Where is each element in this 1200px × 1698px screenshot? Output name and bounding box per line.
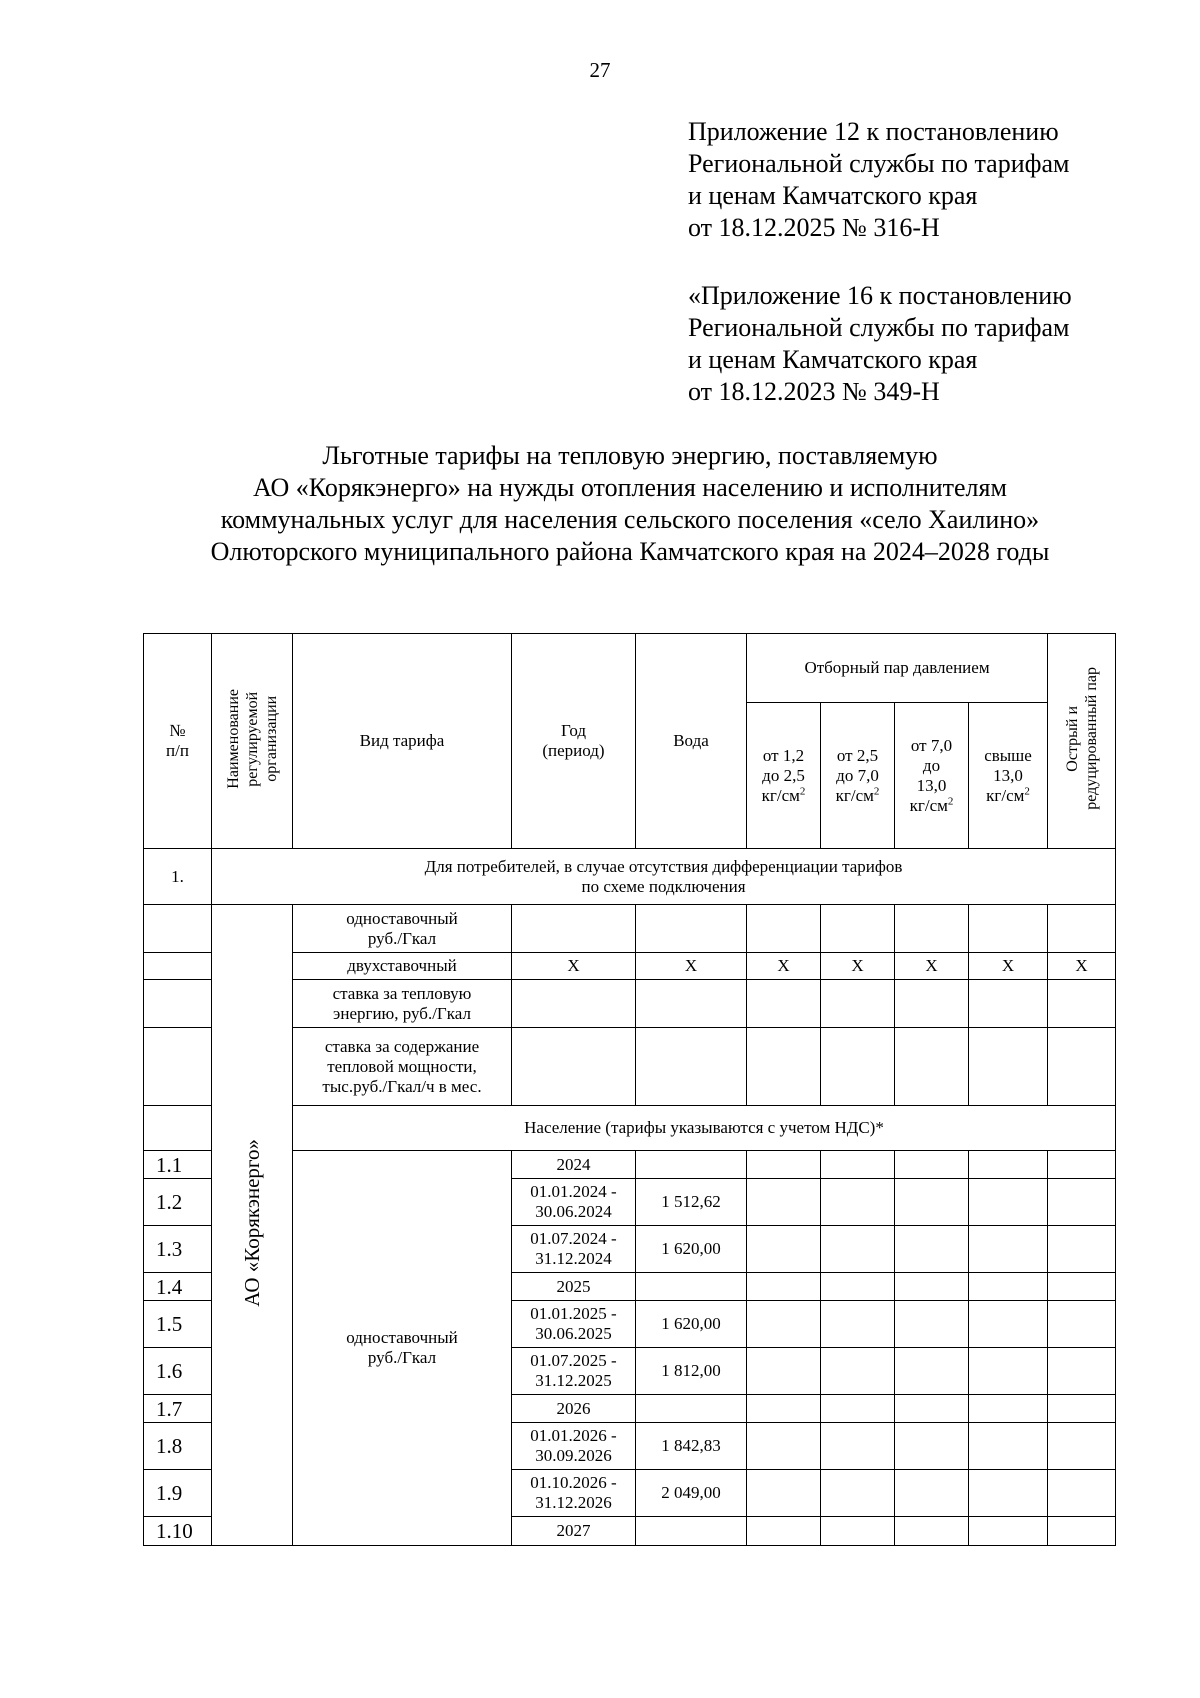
x-mark: Х xyxy=(895,953,969,980)
x-mark: Х xyxy=(747,953,821,980)
header-year: Год (период) xyxy=(512,634,636,849)
document-title xyxy=(0,440,1200,568)
header-pressure-2: от 2,5 до 7,0 $кг/см^2$ xyxy=(821,703,895,849)
x-mark: Х xyxy=(821,953,895,980)
row-number: 1.4 xyxy=(144,1273,212,1301)
period-cell: 01.01.2024 - 30.06.2024 xyxy=(512,1179,636,1226)
water-value: 1 512,62 xyxy=(636,1179,747,1226)
period-cell: 2027 xyxy=(512,1517,636,1546)
organization-name: АО «Корякэнерго» xyxy=(240,1138,264,1307)
appendix-line: «Приложение 16 к постановлению xyxy=(688,281,1072,310)
period-cell: 01.10.2026 - 31.12.2026 xyxy=(512,1470,636,1517)
header-organization: Наименование регулируемой организации xyxy=(212,634,293,849)
row-number: 1.5 xyxy=(144,1301,212,1348)
page-number: 27 xyxy=(589,58,611,82)
header-pressure-4: свыше 13,0 $кг/см^2$ xyxy=(969,703,1048,849)
appendix-reference-original xyxy=(688,280,1072,408)
row-number: 1.6 xyxy=(144,1348,212,1395)
appendix-line: Региональной службы по тарифам xyxy=(688,313,1070,342)
appendix-line: Приложение 12 к постановлению xyxy=(688,117,1059,146)
water-value: 1 620,00 xyxy=(636,1226,747,1273)
water-value: 1 812,00 xyxy=(636,1348,747,1395)
period-cell: 01.01.2026 - 30.09.2026 xyxy=(512,1423,636,1470)
header-number: № п/п xyxy=(144,634,212,849)
appendix-line: Региональной службы по тарифам xyxy=(688,149,1070,178)
appendix-line: от 18.12.2025 № 316-Н xyxy=(688,213,940,242)
tariff-table xyxy=(143,633,1116,1546)
appendix-line: и ценам Камчатского края xyxy=(688,181,978,210)
row-number: 1.2 xyxy=(144,1179,212,1226)
section-number: 1. xyxy=(144,849,212,905)
appendix-reference-current xyxy=(688,116,1069,244)
water-value xyxy=(636,1151,747,1179)
period-cell: 2024 xyxy=(512,1151,636,1179)
water-value: 2 049,00 xyxy=(636,1470,747,1517)
header-pressure-3: от 7,0 до 13,0 $кг/см^2$ xyxy=(895,703,969,849)
water-value: 1 842,83 xyxy=(636,1423,747,1470)
row-number: 1.8 xyxy=(144,1423,212,1470)
water-value: 1 620,00 xyxy=(636,1301,747,1348)
tariff-type-cell: двухставочный xyxy=(293,953,512,980)
water-value xyxy=(636,1517,747,1546)
water-value xyxy=(636,1273,747,1301)
period-cell: 01.07.2025 - 31.12.2025 xyxy=(512,1348,636,1395)
row-number: 1.9 xyxy=(144,1470,212,1517)
table-row xyxy=(144,905,1116,953)
tariff-type-cell: одноставочный руб./Гкал xyxy=(293,905,512,953)
title-line: АО «Корякэнерго» на нужды отопления населению и исполнителям xyxy=(253,473,1007,502)
x-mark: Х xyxy=(969,953,1048,980)
appendix-line: и ценам Камчатского края xyxy=(688,345,978,374)
x-mark: Х xyxy=(512,953,636,980)
header-acute-steam: Острый и редуцированный пар xyxy=(1048,634,1116,849)
population-tariff-type: одноставочный руб./Гкал xyxy=(293,1151,512,1546)
header-pressure-1: от 1,2 до 2,5 $кг/см^2$ xyxy=(747,703,821,849)
row-number: 1.7 xyxy=(144,1395,212,1423)
header-steam-group: Отборный пар давлением xyxy=(747,634,1048,703)
population-title: Население (тарифы указываются с учетом НДС)* xyxy=(293,1106,1116,1151)
period-cell: 2026 xyxy=(512,1395,636,1423)
period-cell: 01.01.2025 - 30.06.2025 xyxy=(512,1301,636,1348)
x-mark: Х xyxy=(1048,953,1116,980)
water-value xyxy=(636,1395,747,1423)
appendix-line: от 18.12.2023 № 349-Н xyxy=(688,377,940,406)
period-cell: 2025 xyxy=(512,1273,636,1301)
row-number: 1.10 xyxy=(144,1517,212,1546)
row-number: 1.1 xyxy=(144,1151,212,1179)
header-water: Вода xyxy=(636,634,747,849)
title-line: Льготные тарифы на тепловую энергию, поставляемую xyxy=(322,441,938,470)
organization-cell xyxy=(212,905,293,1546)
x-mark: Х xyxy=(636,953,747,980)
title-line: коммунальных услуг для населения сельского поселения «село Хаилино» xyxy=(220,505,1040,534)
period-cell: 01.07.2024 - 31.12.2024 xyxy=(512,1226,636,1273)
section-title: Для потребителей, в случае отсутствия дифференциации тарифов по схеме подключения xyxy=(212,849,1116,905)
row-number: 1.3 xyxy=(144,1226,212,1273)
tariff-type-cell: ставка за тепловую энергию, руб./Гкал xyxy=(293,980,512,1028)
title-line: Олюторского муниципального района Камчатского края на 2024–2028 годы xyxy=(210,537,1050,566)
header-tariff-type: Вид тарифа xyxy=(293,634,512,849)
tariff-type-cell: ставка за содержание тепловой мощности, тыс.руб./Гкал/ч в мес. xyxy=(293,1028,512,1106)
